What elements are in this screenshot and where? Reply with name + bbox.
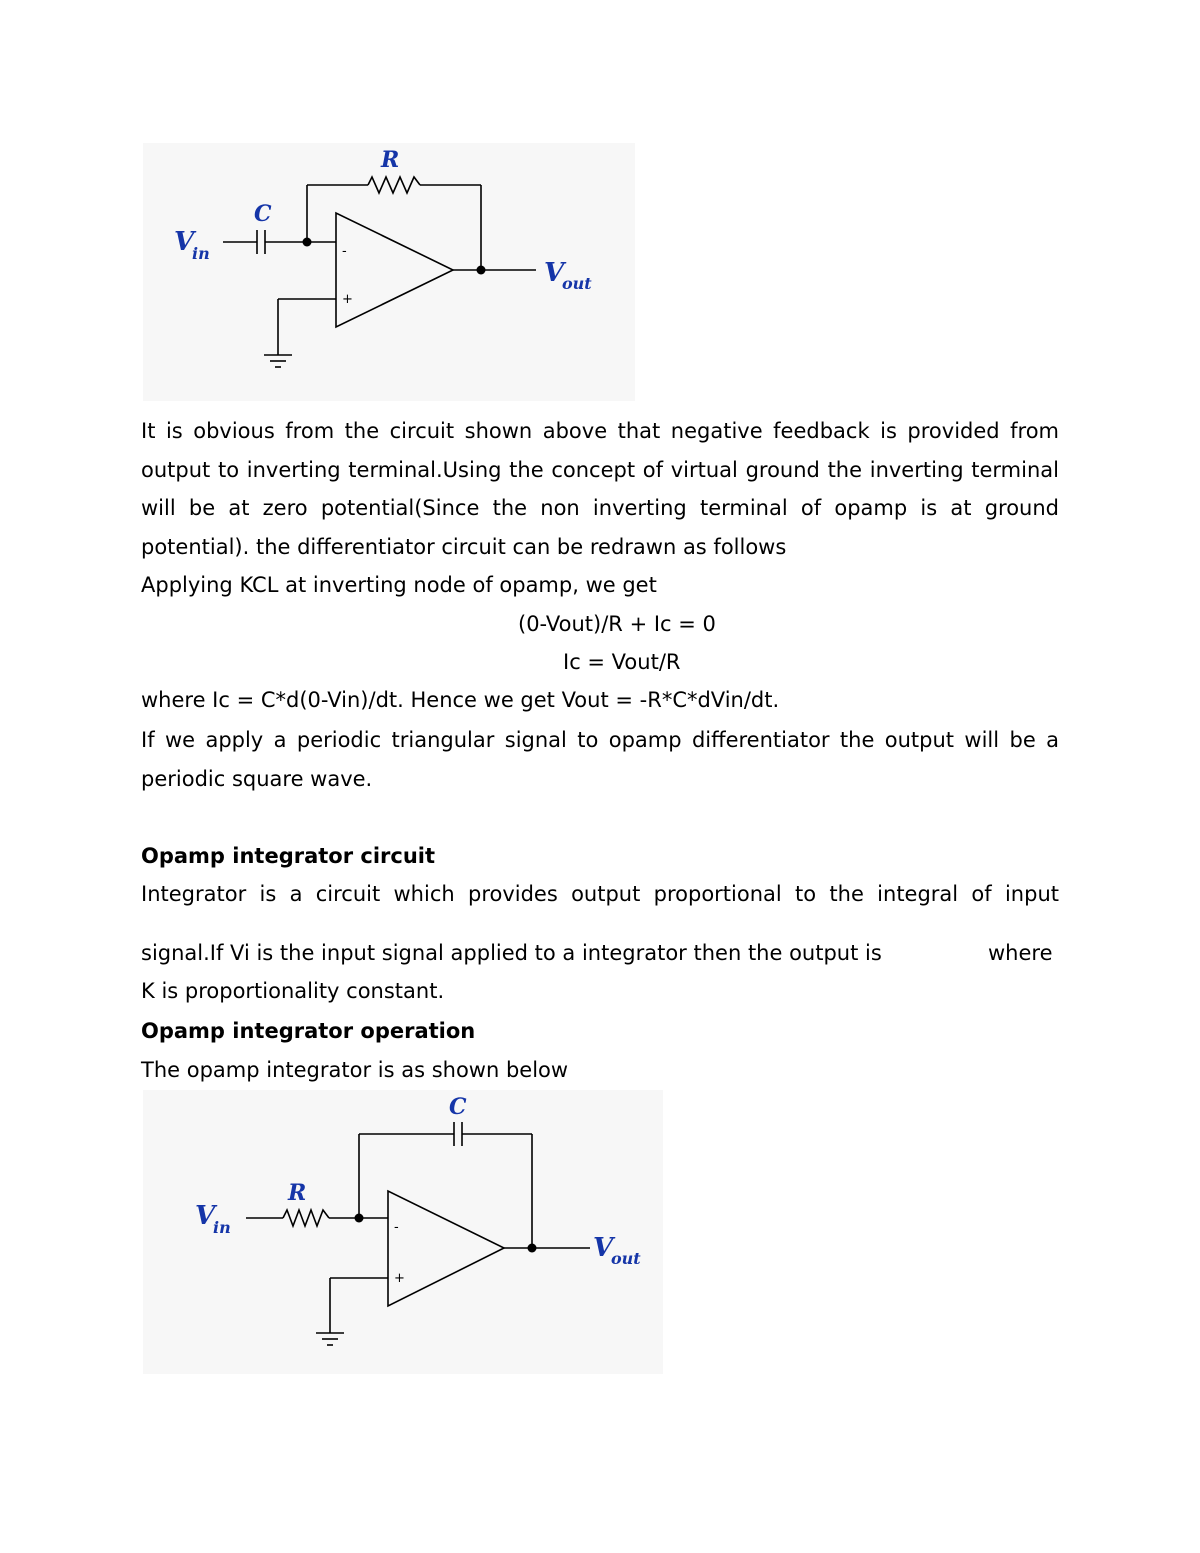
integrator-circuit-svg	[143, 1090, 663, 1374]
line-proportionality-constant: K is proportionality constant.	[141, 979, 445, 1003]
resistor-label: R	[381, 147, 400, 173]
heading-integrator-operation: Opamp integrator operation	[141, 1019, 476, 1043]
line-where-ic: where Ic = C*d(0-Vin)/dt. Hence we get Vout = -R*C*dVin/dt.	[141, 688, 780, 712]
line-apply-kcl: Applying KCL at inverting node of opamp, we get	[141, 573, 657, 597]
junction-dot	[303, 238, 312, 247]
vin-label: V	[174, 227, 195, 257]
body-paragraph-2	[141, 721, 1059, 798]
differentiator-circuit-svg	[143, 143, 635, 401]
resistor-label: R	[288, 1180, 307, 1206]
vin-subscript: in	[213, 1218, 231, 1237]
junction-dot	[477, 266, 486, 275]
body-paragraph-1	[141, 412, 1059, 566]
heading-integrator-circuit: Opamp integrator circuit	[141, 844, 436, 868]
vin-label: V	[195, 1201, 216, 1231]
inverting-sign: -	[394, 1220, 399, 1235]
capacitor-label: C	[449, 1094, 467, 1120]
vout-subscript: out	[611, 1249, 641, 1268]
inverting-sign: -	[342, 244, 347, 259]
noninverting-sign: +	[342, 292, 353, 307]
vout-subscript: out	[562, 274, 592, 293]
paragraph-triangular-signal: If we apply a periodic triangular signal to opamp differentiator the output will be a periodic square wave.	[141, 728, 1059, 791]
line-shown-below: The opamp integrator is as shown below	[141, 1058, 569, 1082]
line-integrator-definition: Integrator is a circuit which provides output proportional to the integral of input	[141, 882, 1059, 906]
capacitor-label: C	[254, 201, 272, 227]
line-signal-input: signal.If Vi is the input signal applied to a integrator then the output is	[141, 941, 882, 965]
vout-label: V	[544, 258, 565, 288]
equation-ic: Ic = Vout/R	[563, 650, 681, 674]
paragraph-differentiator-explanation: It is obvious from the circuit shown above that negative feedback is provided from output to inverting terminal.Using the concept of virtual ground the inverting terminal will be at zero potential(Since the non inverting terminal of opamp is at ground potential). the differentiator circuit can be redrawn as follows	[141, 419, 1059, 559]
line-signal-where: where	[988, 941, 1053, 965]
junction-dot	[528, 1244, 537, 1253]
vout-label: V	[593, 1233, 614, 1263]
integrator-circuit-diagram	[143, 1090, 663, 1374]
noninverting-sign: +	[394, 1271, 405, 1286]
differentiator-circuit-diagram	[143, 143, 635, 401]
vin-subscript: in	[192, 244, 210, 263]
junction-dot	[355, 1214, 364, 1223]
equation-kcl: (0-Vout)/R + Ic = 0	[518, 612, 716, 636]
